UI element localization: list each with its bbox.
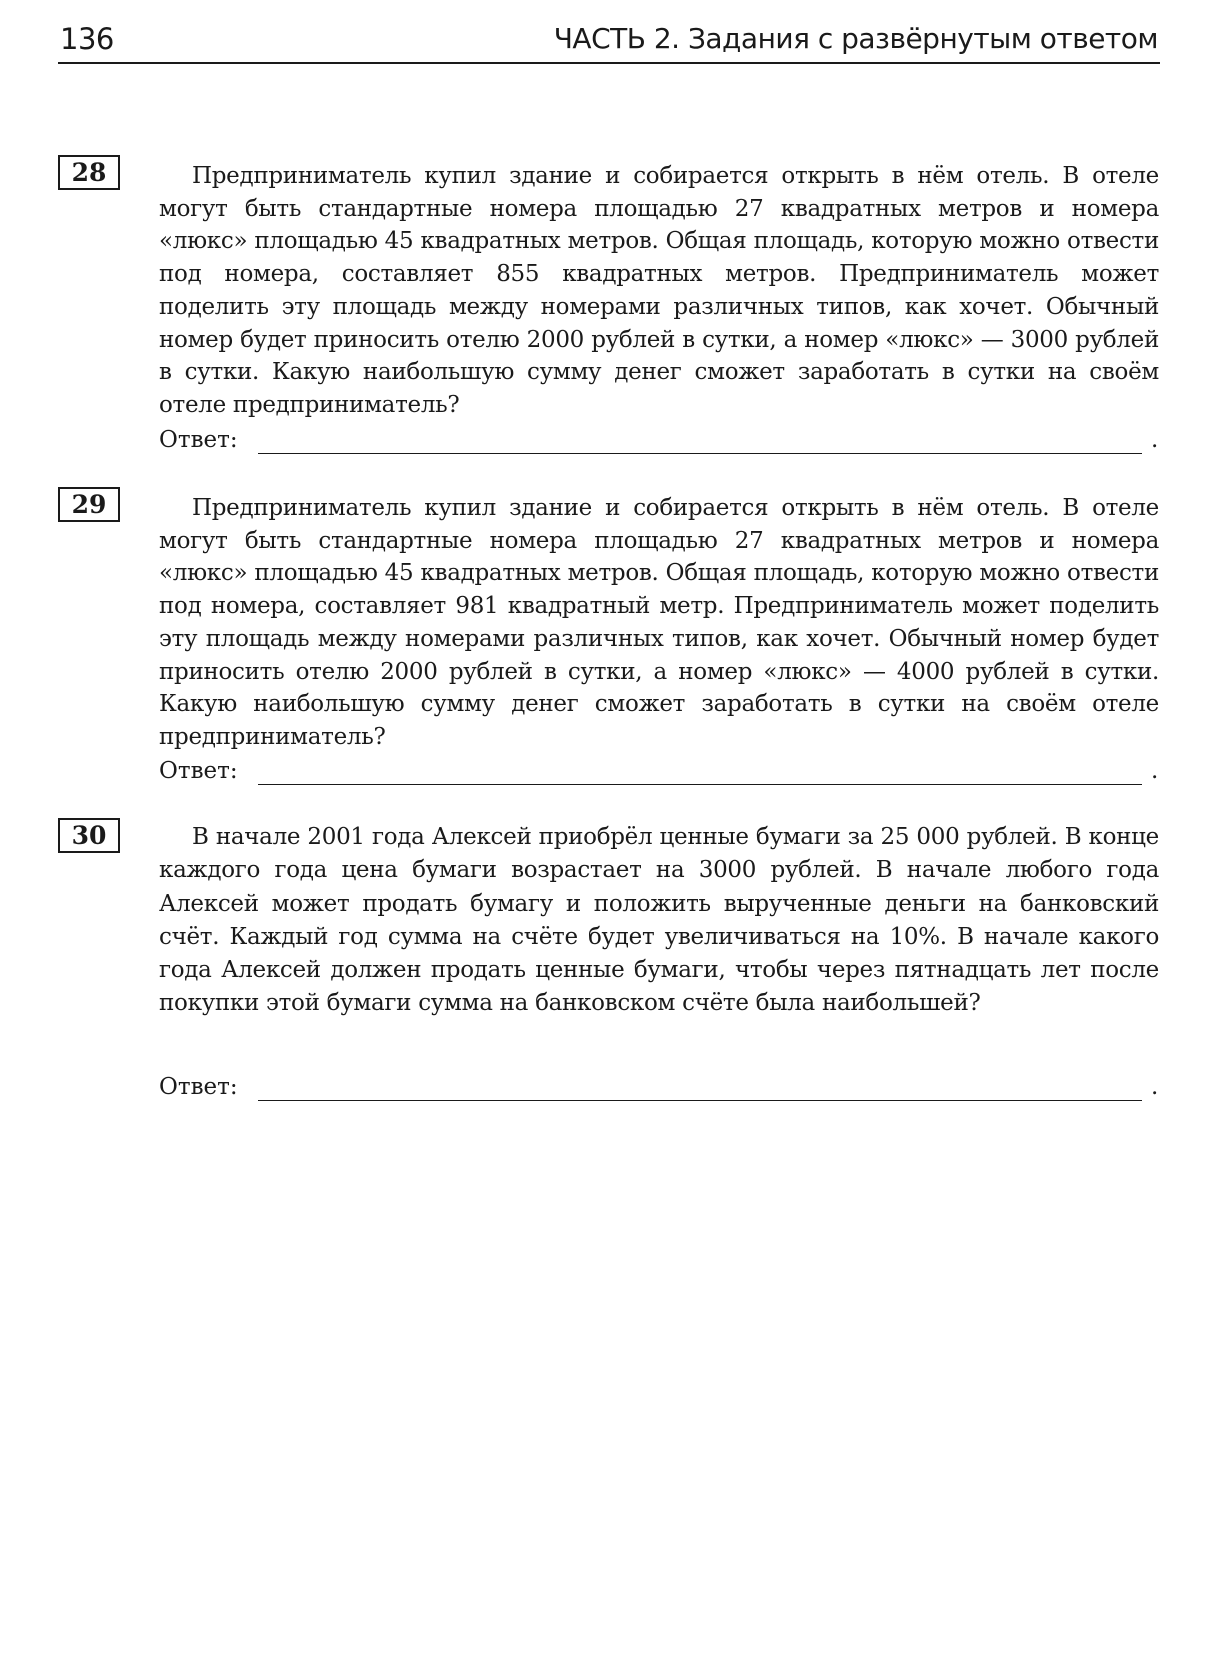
task-number: 29 [58,487,120,522]
answer-field[interactable] [258,453,1142,454]
answer-period: . [1151,427,1159,453]
answer-label: Ответ: [159,758,238,784]
answer-field[interactable] [258,784,1142,785]
task-number: 30 [58,818,120,853]
answer-row [159,427,1159,461]
task-text: Предприниматель купил здание и собирается открыть в нём отель. В отеле могут быть стандартные номера площадью 27 квадратных метров и номера «люкс» площадью 45 квадратных метров. Общая площадь, которую можно отвести под номера, составляет 855 квадратных метров. Предприниматель может поделить эту площадь между номерами различных типов, как хочет. Обычный номер будет приносить отелю 2000 рублей в сутки, а номер «люкс» — 3000 рублей в сутки. Какую наибольшую сумму денег сможет заработать в сутки на своём отеле предприниматель? [159,163,1159,418]
task-30 [58,818,1160,1118]
answer-label: Ответ: [159,427,238,453]
section-title: ЧАСТЬ 2. Задания с развёрнутым ответом [553,22,1158,55]
page-number: 136 [60,22,114,56]
task-text: Предприниматель купил здание и собирается открыть в нём отель. В отеле могут быть стандартные номера площадью 27 квадратных метров и номера «люкс» площадью 45 квадратных метров. Общая площадь, которую можно отвести под номера, составляет 981 квадратный метр. Предприниматель может поделить эту площадь между номерами различных типов, как хочет. Обычный номер будет приносить отелю 2000 рублей в сутки, а номер «люкс» — 4000 рублей в сутки. Какую наибольшую сумму денег сможет заработать в сутки на своём отеле предприниматель? [159,495,1159,750]
answer-row [159,758,1159,792]
answer-period: . [1151,758,1159,784]
page-header [58,18,1160,64]
task-text: В начале 2001 года Алексей приобрёл ценные бумаги за 25 000 рублей. В конце каждого года цена бумаги возрастает на 3000 рублей. В начале любого года Алексей может продать бумагу и положить вырученные деньги на банковский счёт. Каждый год сумма на счёте будет увеличиваться на 10%. В начале какого года Алексей должен продать ценные бумаги, чтобы через пятнадцать лет после покупки этой бумаги сумма на банковском счёте была наибольшей? [159,824,1159,1017]
answer-label: Ответ: [159,1074,238,1100]
answer-field[interactable] [258,1100,1142,1101]
answer-row [159,1074,1159,1108]
task-29 [58,487,1160,797]
answer-period: . [1151,1074,1159,1100]
task-28 [58,155,1160,465]
task-number: 28 [58,155,120,190]
